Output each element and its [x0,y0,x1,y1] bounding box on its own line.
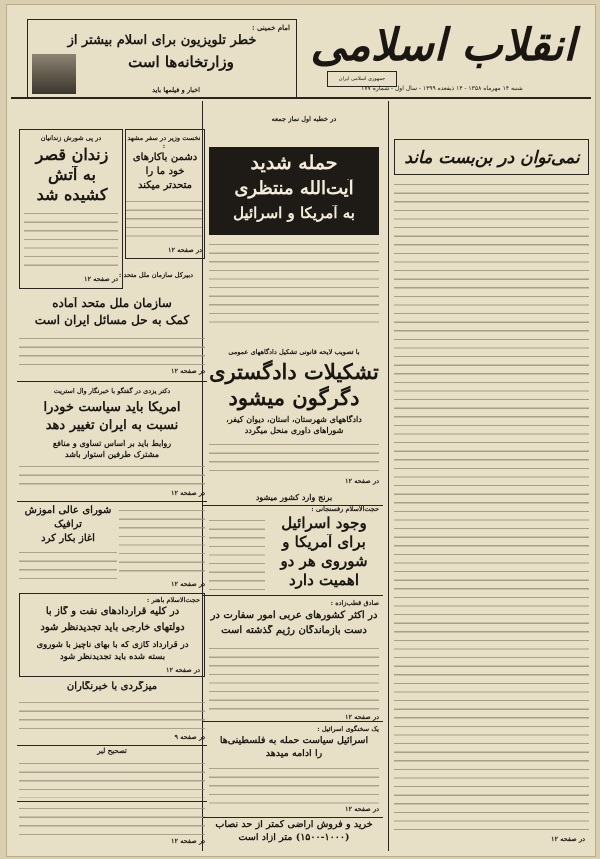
court-kicker: با تصویب لایحه قانونی تشکیل دادگاههای عمومی [228,348,360,356]
newspaper-front-page [6,4,596,857]
usa-kicker: دکتر یزدی در گفتگو با خبرنگار وال استریت [53,387,171,395]
palestine-continued: در صفحه ۱۲ [344,805,379,813]
embassy-kicker: صادق قطب‌زاده : [330,599,379,607]
tv-teaser [27,19,297,99]
traffic-title-2: ترافیک [54,519,82,530]
emblem-seal: جمهوری اسلامی ایران [327,71,397,87]
prayer-body [209,241,379,329]
un-body [19,335,205,367]
un-title-2: کمک به حل مسائل ایران است [34,314,190,327]
prayer-title-2: آیت‌الله منتظری [234,179,354,199]
editorial-continued: در صفحه ۱۲ [550,835,585,843]
rafsanjani-title-2: برای آمریکا و [282,534,366,551]
tv-teaser-subtitle: وزارتخانه‌ها است [128,54,234,71]
zindan-kicker: در پی شورش زندانیان [40,134,102,142]
left-rule-4 [17,801,207,802]
zindan-title-3: کشیده شد [36,186,108,204]
editorial-title: نمی‌توان در بن‌بست ماند [404,148,580,168]
correction-body [19,760,205,798]
rafsanjani-body [209,517,265,591]
column-rule-right [388,101,389,851]
issue-line: شنبه ۱۴ مهرماه ۱۳۵۸ - ۱۴ ذیقعده ۱۳۹۹ - سال اول - شماره ۱۷۷ [361,85,523,92]
traffic-continued: در صفحه ۱۲ [170,580,205,588]
correction-title: تصحیح لیر [97,747,127,755]
embassy-title-1: در اکثر کشورهای عربی امور سفارت در [210,610,378,621]
tv-teaser-title: خطر تلویزیون برای اسلام بیشتر از [67,34,257,48]
palestine-title-1: اسرائیل سیاست حمله به فلسطینی‌ها [219,736,369,746]
oil-title-2: دولتهای خارجی باید تجدیدنظر شود [40,622,185,633]
zindan-title-2: به آتش [48,166,96,184]
court-continued: در صفحه ۱۲ [344,477,379,485]
embassy-title-2: دست بازماندگان رژیم گذشته است [221,625,367,636]
palestine-kicker: یک سخنگوی اسرائیل : [317,725,379,733]
oil-sub-2: بسته شده باید تجدیدنظر شود [59,653,166,662]
traffic-body-2 [19,549,117,579]
prayer-title-3: به آمریکا و اسرائیل [233,205,355,222]
mashhad-title-2: خود ما را [145,166,185,177]
palestine-body [209,765,379,805]
prayer-kicker: در خطبه اول نماز جمعه [271,115,337,123]
traffic-title-3: آغاز بکار کرد [41,533,95,544]
usa-continued: در صفحه ۱۲ [170,489,205,497]
rafsanjani-title-4: اهمیت دارد [289,572,359,589]
center-rule-3 [203,721,383,722]
tv-teaser-kicker: امام خمینی : [251,24,290,32]
oil-sub-1: در قرارداد گازی که با بهای ناچیز با شوروی [36,641,189,650]
zindan-body [24,210,118,272]
rafsanjani-kicker: حجت‌الاسلام رفسنجانی : [311,505,379,513]
traffic-body [119,507,205,579]
embassy-body [209,645,379,711]
rice-title: برنج وارد کشور میشود [255,493,333,502]
masthead [297,11,587,95]
left-rule-2 [17,501,207,502]
bottom-note-continued: در صفحه ۱۲ [170,837,205,845]
court-body [209,441,379,477]
prayer-title-1: حمله شدید [250,153,338,174]
editorial-body [394,181,589,831]
masthead-title: انقلاب اسلامی [310,20,576,71]
oil-continued: در صفحه ۱۲ [165,666,200,674]
editorial-box [394,139,589,175]
zindan-title-1: زندان قصر [35,146,109,164]
bottom-note-body [19,805,205,835]
left-rule-1 [17,381,207,382]
rafsanjani-title-3: شوروی هر دو [280,553,368,570]
oil-kicker: حجت‌الاسلام باهنر : [146,596,200,604]
court-sub-2: شوراهای داوری منحل میگردد [244,426,344,435]
mashhad-box [125,129,205,259]
court-title-1: تشکیلات دادگستری [209,359,379,384]
land-title: خرید و فروش اراضی کمتر از حد نصاب [215,820,373,830]
usa-title-1: آمریکا باید سیاست خودرا [43,401,181,415]
mashhad-title-1: دشمن باکارهای [132,152,198,163]
oil-title-1: در کلیه قراردادهای نفت و گاز با [45,606,180,617]
prayer-headline-box [209,147,379,235]
land-sub: (۱۵۰۰-۱۰۰۰) متر آزاد است [238,833,350,843]
zindan-continued: در صفحه ۱۲ [83,275,118,283]
left-rule-3 [17,745,207,746]
roundtable-title: میزگردی با خبرنگاران [66,681,158,692]
mashhad-continued: در صفحه ۱۲ [167,246,202,254]
usa-body [19,463,205,489]
rafsanjani-title-1: وجود اسرائیل [281,515,367,532]
mashhad-body [126,198,202,242]
oil-box [19,593,205,677]
mashhad-kicker: نخست وزیر در سفر مشهد : [127,134,201,150]
zindan-box [19,129,123,289]
un-continued: در صفحه ۱۲ [170,367,205,375]
un-kicker: دبیرکل سازمان ملل متحد : [118,271,194,279]
court-sub-1: دادگاههای شهرستان، استان، دیوان کیفر، [226,415,362,424]
usa-sub-1: روابط باید بر اساس تساوی و منافع [52,439,172,448]
tv-teaser-photo [32,54,76,94]
tv-teaser-line-1: اخبار و فیلمها باید [152,86,200,94]
palestine-title-2: را ادامه میدهد [265,749,323,759]
roundtable-body [19,699,205,733]
traffic-title-1: شورای عالی آموزش [24,505,112,516]
roundtable-continued: در صفحه ۹ [174,733,205,741]
center-rule-2 [203,595,383,596]
embassy-continued: در صفحه ۱۲ [344,713,379,721]
center-rule-4 [203,817,383,818]
court-title-2: دگرگون میشود [228,385,360,410]
un-title-1: سازمان ملل متحد آماده [52,297,172,310]
mashhad-title-3: متحدتر میکند [137,180,193,191]
usa-sub-2: مشترک طرفین استوار باشد [65,450,159,459]
usa-title-2: نسبت به ایران تغییر دهد [45,419,179,433]
